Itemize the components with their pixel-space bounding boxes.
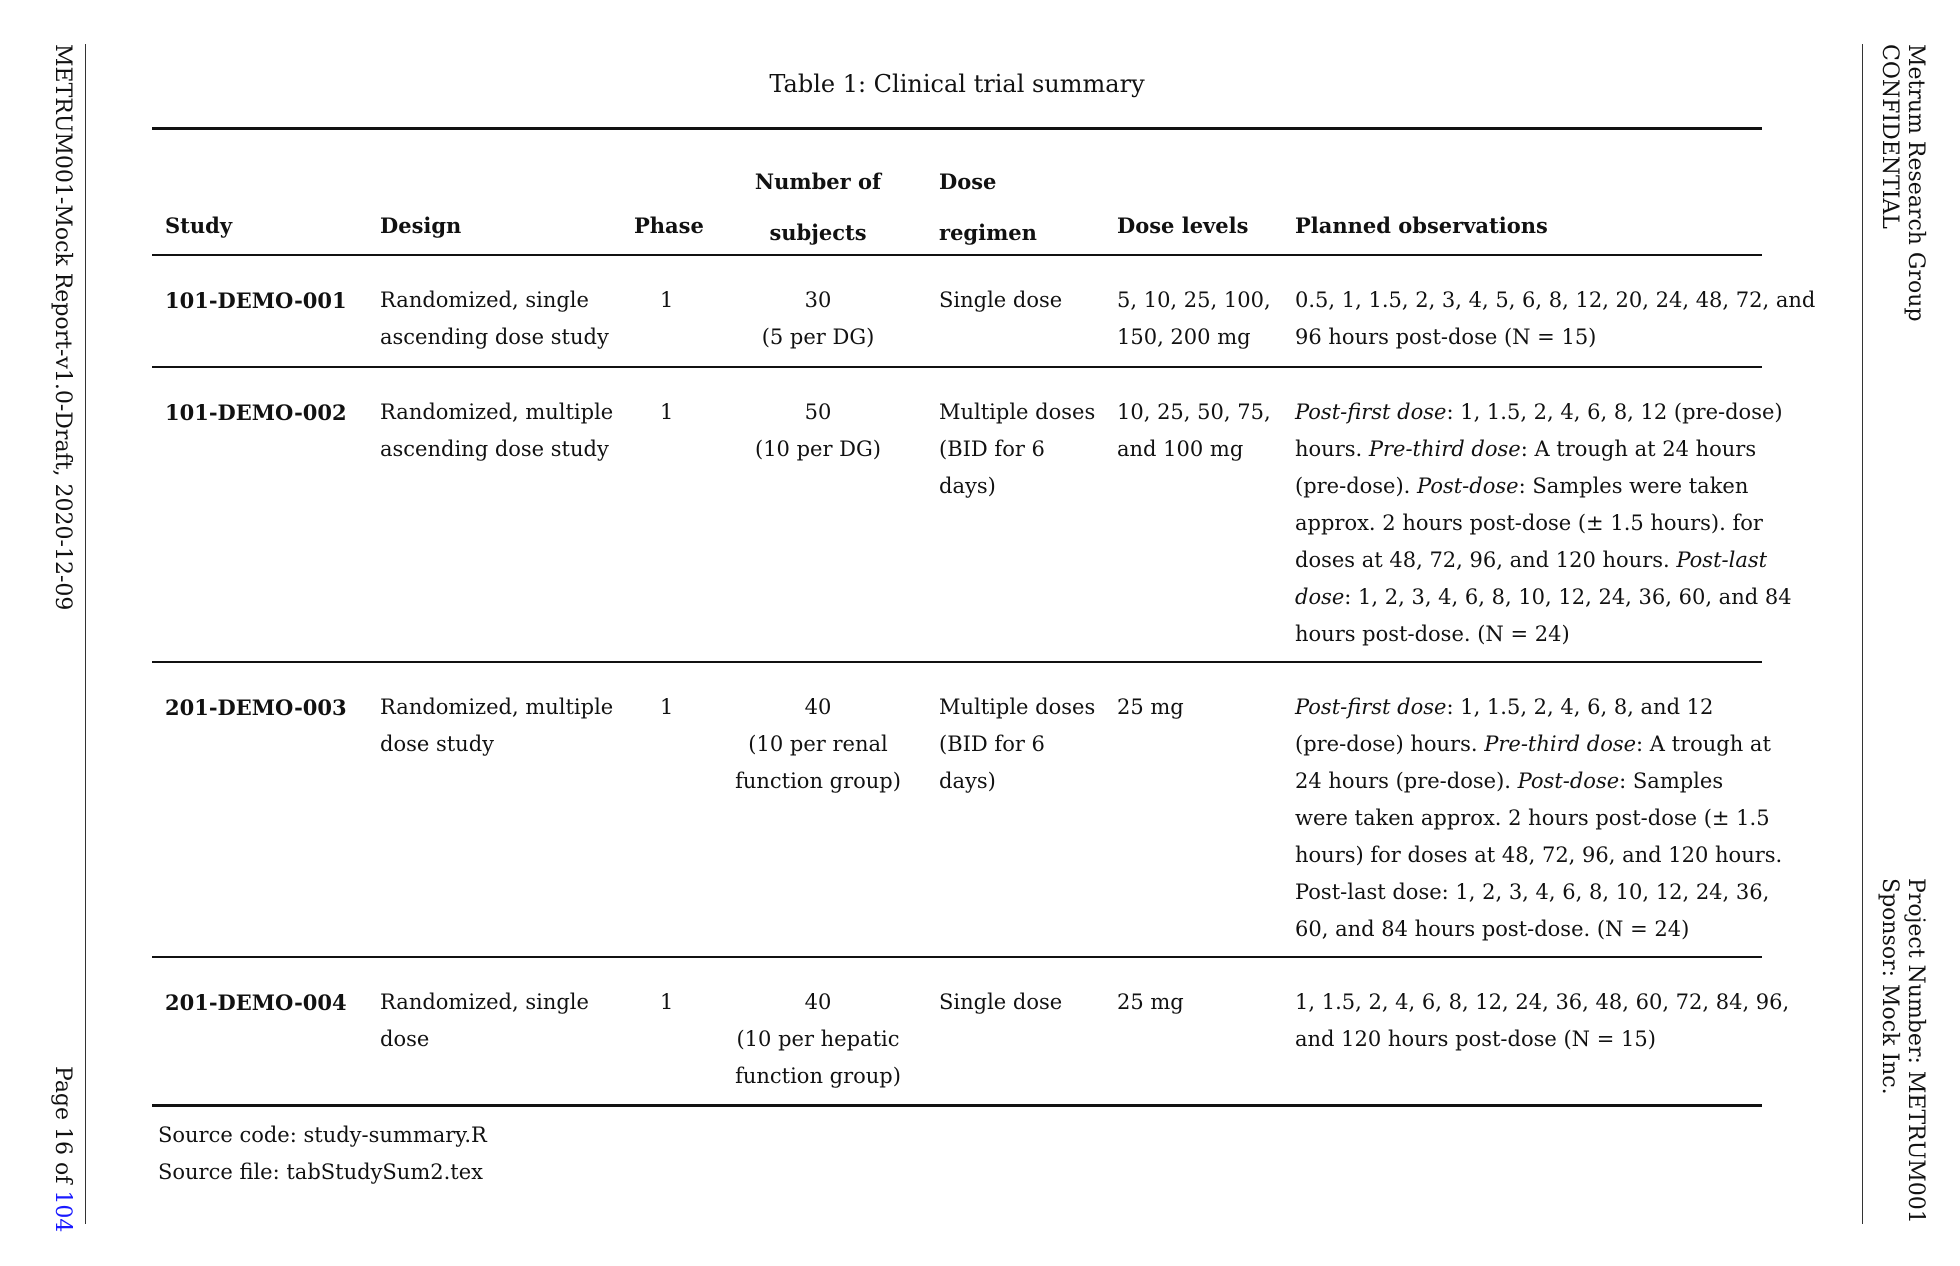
- row3-subjects-line2: (10 per renal: [748, 732, 888, 756]
- row3-regimen-line1: Multiple doses: [939, 695, 1096, 719]
- row2-levels-line1: 10, 25, 50, 75,: [1117, 400, 1271, 424]
- project-number: Project Number: METRUM001: [1903, 878, 1928, 1224]
- row3-phase: 1: [660, 695, 674, 719]
- row3-design-line1: Randomized, multiple: [380, 695, 614, 719]
- source-code-note: Source code: study-summary.R: [158, 1123, 487, 1147]
- row4-phase: 1: [660, 990, 674, 1014]
- row2-phase: 1: [660, 400, 674, 424]
- row2-design-line2: ascending dose study: [380, 437, 609, 461]
- right-margin-rule: [1862, 44, 1863, 1224]
- source-file-note: Source file: tabStudySum2.tex: [158, 1160, 483, 1184]
- row3-subjects: [722, 689, 914, 800]
- row3-design-line2: dose study: [380, 732, 495, 756]
- row4-study: 201-DEMO-004: [165, 990, 347, 1015]
- row1-levels-line2: 150, 200 mg: [1117, 325, 1251, 349]
- row1-subjects: [722, 282, 914, 356]
- header-phase: Phase: [634, 213, 704, 238]
- row3-design: [380, 689, 613, 763]
- row4-design: [380, 984, 589, 1058]
- row1-design: [380, 282, 609, 356]
- row4-design-line2: dose: [380, 1027, 430, 1051]
- row4-subjects-line1: 40: [804, 990, 832, 1014]
- row1-design-line1: Randomized, single: [380, 288, 589, 312]
- organization-name: Metrum Research Group: [1903, 44, 1928, 322]
- document-id: [50, 44, 75, 610]
- header-design: Design: [380, 213, 462, 238]
- row3-subjects-line1: 40: [804, 695, 832, 719]
- header-subjects: [722, 156, 914, 258]
- row2-regimen-line3: days): [939, 474, 996, 498]
- row1-study: 101-DEMO-001: [165, 288, 347, 313]
- row1-regimen: [939, 282, 1062, 319]
- row2-subjects: [722, 394, 914, 468]
- header-regimen-line1: Dose: [939, 169, 997, 194]
- row2-dose-levels: [1117, 394, 1271, 468]
- row1-levels-line1: 5, 10, 25, 100,: [1117, 288, 1271, 312]
- row2-regimen: [939, 394, 1095, 505]
- row4-dose-levels: [1117, 984, 1184, 1021]
- row3-levels-line1: 25 mg: [1117, 695, 1184, 719]
- row4-observations: 1, 1.5, 2, 4, 6, 8, 12, 24, 36, 48, 60, 72, 84, 96, and 120 hours post-dose (N = 15): [1295, 990, 1790, 1051]
- header-subjects-line1: Number of: [754, 169, 882, 194]
- table-bottom-rule: [152, 1104, 1762, 1107]
- row-rule-2: [152, 661, 1762, 663]
- row3-subjects-line3: function group): [735, 769, 901, 793]
- row1-observations: 0.5, 1, 1.5, 2, 3, 4, 5, 6, 8, 12, 20, 24, 48, 72, and 96 hours post-dose (N = 15): [1295, 288, 1816, 349]
- row3-regimen-line3: days): [939, 769, 996, 793]
- left-margin-rule: [85, 44, 86, 1224]
- row3-dose-levels: [1117, 689, 1184, 726]
- row-rule-1: [152, 366, 1762, 368]
- header-dose-levels: Dose levels: [1117, 213, 1249, 238]
- row1-phase: 1: [660, 288, 674, 312]
- row1-subjects-line1: 30: [804, 288, 832, 312]
- confidential-label: CONFIDENTIAL: [1877, 44, 1902, 229]
- row2-levels-line2: and 100 mg: [1117, 437, 1244, 461]
- header-regimen: [939, 156, 1037, 258]
- row4-regimen: [939, 984, 1062, 1021]
- row1-dose-levels: [1117, 282, 1271, 356]
- row4-subjects: [722, 984, 914, 1095]
- header-observations: Planned observations: [1295, 213, 1548, 238]
- row1-subjects-line2: (5 per DG): [761, 325, 875, 349]
- organization-block: [1876, 44, 1928, 322]
- row2-subjects-line2: (10 per DG): [755, 437, 881, 461]
- row3-regimen: [939, 689, 1095, 800]
- row4-levels-line1: 25 mg: [1117, 990, 1184, 1014]
- row2-design: [380, 394, 613, 468]
- row1-design-line2: ascending dose study: [380, 325, 609, 349]
- document-id-text: METRUM001-Mock Report-v1.0-Draft, 2020-12-09: [50, 44, 75, 611]
- page-number: [50, 1066, 75, 1232]
- row2-observations: Post-first dose: 1, 1.5, 2, 4, 6, 8, 12 (pre-dose) hours. Pre-third dose: A trough at 24 hours (pre-dose). Post-dose: Samples were taken approx. 2 hours post-dose (± 1.5 hours). for doses at 48, 72, 96, and 120 hours. Post-last dose: 1, 2, 3, 4, 6, 8, 10, 12, 24, 36, 60, and 84 hours post-dose. (N = 24): [1295, 400, 1792, 646]
- sponsor-name: Sponsor: Mock Inc.: [1877, 878, 1902, 1095]
- row2-study: 101-DEMO-002: [165, 400, 347, 425]
- row4-design-line1: Randomized, single: [380, 990, 589, 1014]
- header-study: Study: [165, 213, 233, 238]
- row-rule-3: [152, 956, 1762, 958]
- page-number-prefix: Page 16 of: [50, 1066, 75, 1191]
- row2-subjects-line1: 50: [804, 400, 832, 424]
- table-caption: Table 1: Clinical trial summary: [769, 70, 1145, 98]
- table-top-rule: [152, 127, 1762, 130]
- row4-subjects-line3: function group): [735, 1064, 901, 1088]
- row1-regimen-line1: Single dose: [939, 288, 1063, 312]
- project-block: [1876, 878, 1928, 1224]
- row4-subjects-line2: (10 per hepatic: [736, 1027, 900, 1051]
- row3-observations: Post-first dose: 1, 1.5, 2, 4, 6, 8, and 12 (pre-dose) hours. Pre-third dose: A trough at 24 hours (pre-dose). Post-dose: Samples were taken approx. 2 hours post-dose (± 1.5 hours) for doses at 48, 72, 96, and 120 hours. Post-last dose: 1, 2, 3, 4, 6, 8, 10, 12, 24, 36, 60, and 84 hours post-dose. (N = 24): [1295, 695, 1783, 941]
- row2-regimen-line1: Multiple doses: [939, 400, 1096, 424]
- row2-design-line1: Randomized, multiple: [380, 400, 614, 424]
- row2-regimen-line2: (BID for 6: [939, 437, 1045, 461]
- row4-regimen-line1: Single dose: [939, 990, 1063, 1014]
- header-regimen-line2: regimen: [939, 220, 1037, 245]
- header-subjects-line2: subjects: [769, 220, 867, 245]
- page-total-link[interactable]: 104: [50, 1190, 75, 1233]
- row3-regimen-line2: (BID for 6: [939, 732, 1045, 756]
- row3-study: 201-DEMO-003: [165, 695, 347, 720]
